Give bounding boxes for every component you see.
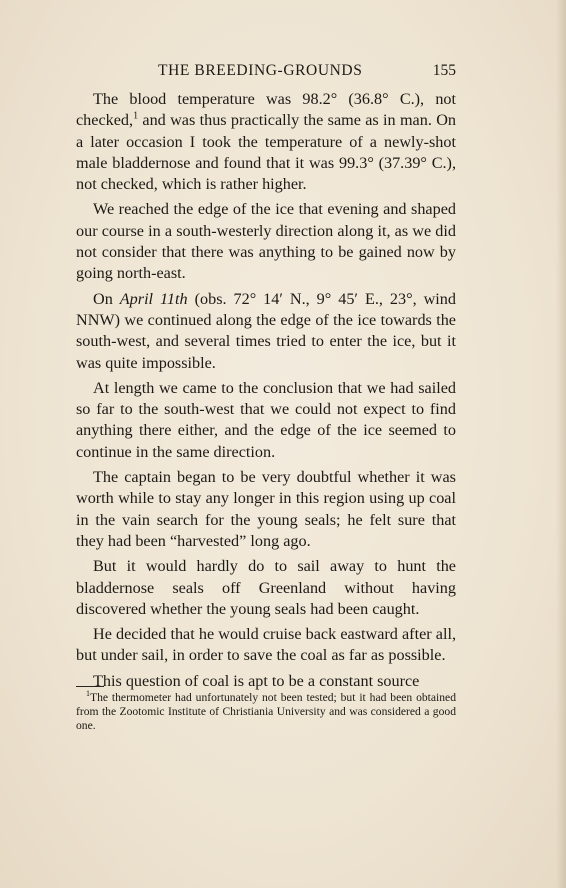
paragraph: He decided that he would cruise back eastward after all, but under sail, in order to save the coal as far as possible.	[76, 625, 456, 665]
footnote-reference: 1	[133, 110, 139, 122]
date-italic: April 11th	[119, 289, 188, 308]
footnote-rule	[76, 686, 104, 687]
paragraph	[76, 289, 456, 374]
paragraph: We reached the edge of the ice that evening and shaped our course in a south-westerly direction along it, as we did not consider that there was anything to be gained now by going north-east.	[76, 200, 456, 283]
paragraph: But it would hardly do to sail away to hunt the bladdernose seals off Greenland without having discovered whether the young seals had been caught.	[76, 557, 456, 618]
paragraph: This question of coal is apt to be a constant source	[93, 671, 420, 690]
paragraph: The captain began to be very doubtful whether it was worth while to stay any longer in this region using up coal in the vain search for the young seals; he felt sure that they had been “harvested” long ago.	[76, 468, 456, 550]
body-text	[76, 89, 456, 699]
paragraph-text: On	[93, 289, 120, 308]
footnote-mark: 1	[86, 689, 90, 699]
paragraph-text: (obs. 72° 14′ N., 9° 45′ E., 23°, wind NNW) we continued along the edge of the ice towards the south-west, and several times tried to enter the ice, but it was quite impossible.	[76, 289, 456, 372]
running-title: THE BREEDING-GROUNDS	[158, 62, 363, 79]
paragraph-text: The blood temperature was 98.2° (36.8° C.), not checked,	[76, 90, 456, 130]
footnote-text: The thermometer had unfortunately not been tested; but it had been obtained from the Zootomic Institute of Christiania University and was considered a good one.	[76, 691, 456, 732]
paragraph	[76, 89, 456, 195]
footnote	[76, 691, 456, 732]
paragraph: At length we came to the conclusion that we had sailed so far to the south-west that we could not expect to find anything there either, and the edge of the ice seemed to continue in the same direction.	[76, 378, 456, 461]
page-number: 155	[432, 62, 456, 79]
page-header	[76, 62, 456, 82]
paragraph-text: and was thus practically the same as in man. On a later occasion I took the temperature of a newly-shot male bladdernose and found that it was 99.3° (37.39° C.), not checked, which is rather higher.	[76, 111, 456, 194]
page-edge-shadow	[556, 0, 566, 888]
